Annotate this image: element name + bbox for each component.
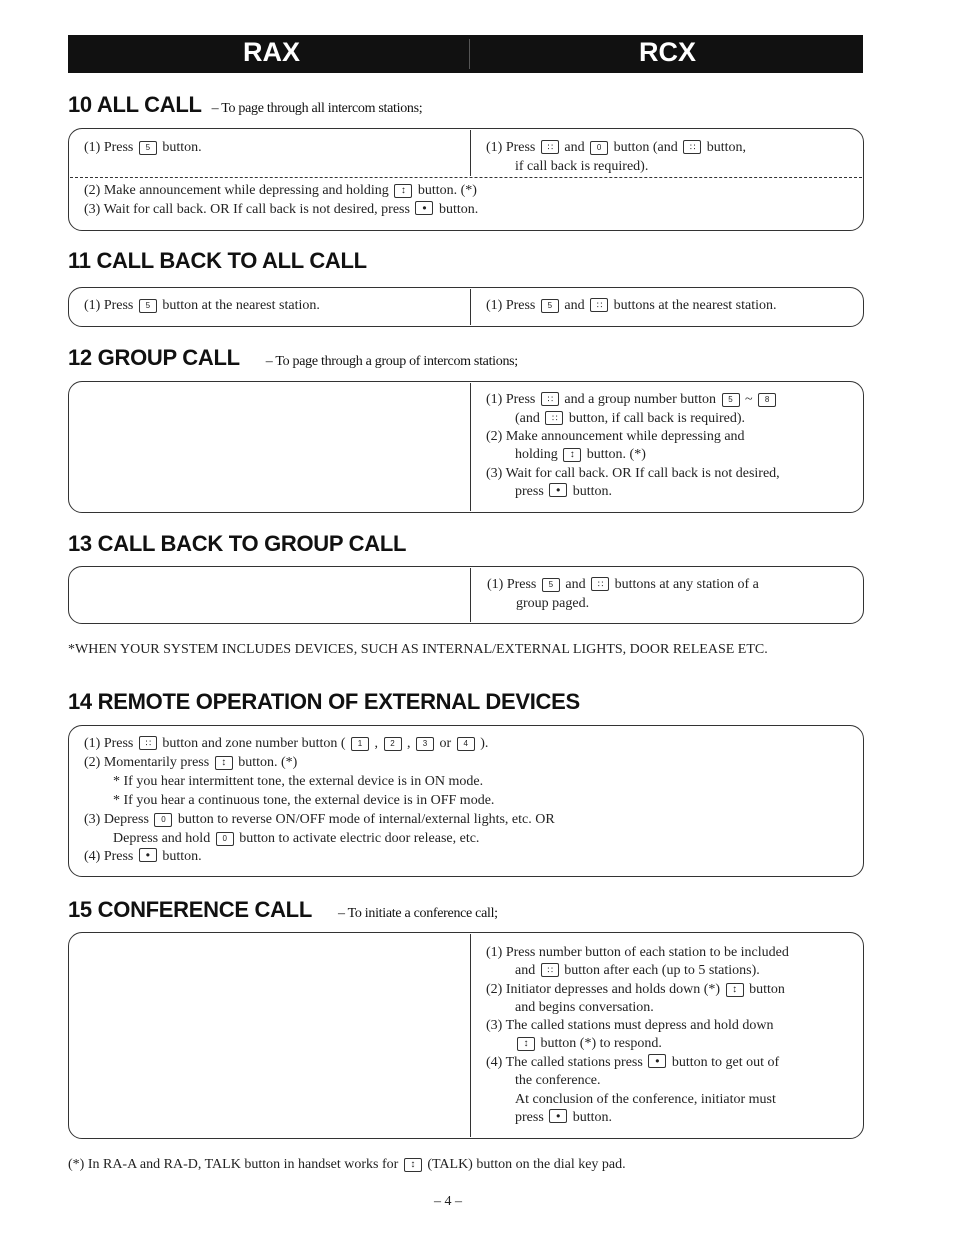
s14-step2: (2) Momentarily press ↕ button. (*) (84, 755, 298, 770)
talk-key: ↕ (726, 983, 744, 997)
key-3: 3 (416, 737, 434, 751)
s12-step3-cont: press • button. (515, 483, 613, 499)
s10-step3: (3) Wait for call back. OR If call back is not desired, press • button. (84, 201, 479, 217)
section-12-divider (470, 383, 471, 511)
s10-step2: (2) Make announcement while depressing and holding ↕ button. (*) (84, 183, 477, 198)
s14-note-off: * If you hear a continuous tone, the external device is in OFF mode. (113, 793, 495, 808)
s10-step1-rcx-cont: if call back is required). (515, 159, 649, 174)
s13-step1-cont: group paged. (516, 596, 590, 611)
key-4: 4 (457, 737, 475, 751)
s15-step2: (2) Initiator depresses and holds down (*) ↕ button (486, 982, 785, 997)
key-dots: ∷ (541, 392, 559, 406)
key-5: 5 (139, 141, 157, 155)
section-13-title: 13 CALL BACK TO GROUP CALL (68, 531, 407, 556)
header-divider (469, 39, 470, 69)
key-dots: ∷ (591, 577, 609, 591)
key-dots: ∷ (541, 963, 559, 977)
footnote-talk: (*) In RA-A and RA-D, TALK button in handset works for ↕ (TALK) button on the dial key pad. (68, 1157, 626, 1172)
talk-key: ↕ (563, 448, 581, 462)
s14-step4: (4) Press • button. (84, 848, 202, 864)
section-15-divider (470, 934, 471, 1137)
s11-step1-rcx: (1) Press 5 and ∷ buttons at the nearest station. (486, 298, 777, 313)
s15-step4-cont: the conference. (515, 1073, 601, 1088)
footnote-devices: *WHEN YOUR SYSTEM INCLUDES DEVICES, SUCH AS INTERNAL/EXTERNAL LIGHTS, DOOR RELEASE ETC. (68, 642, 768, 657)
section-15-title: 15 CONFERENCE CALL – To initiate a conference call; (68, 897, 498, 922)
s12-step3: (3) Wait for call back. OR If call back is not desired, (486, 466, 780, 481)
section-13-divider (470, 568, 471, 622)
s12-step1: (1) Press ∷ and a group number button 5 ~ 8 (486, 391, 778, 410)
header-rax: RAX (243, 37, 301, 67)
s15-step3: (3) The called stations must depress and hold down (486, 1018, 774, 1033)
s15-step4: (4) The called stations press • button to get out of (486, 1054, 780, 1070)
s15-step2-cont: and begins conversation. (515, 1000, 654, 1015)
s14-step3-cont: Depress and hold 0 button to activate electric door release, etc. (113, 831, 480, 846)
s12-step2-cont: holding ↕ button. (*) (515, 447, 646, 462)
header-bar (68, 35, 863, 73)
section-11-divider (470, 289, 471, 325)
key-dot: • (139, 848, 157, 862)
s14-step3: (3) Depress 0 button to reverse ON/OFF mode of internal/external lights, etc. OR (84, 812, 555, 827)
s14-note-on: * If you hear intermittent tone, the external device is in ON mode. (113, 774, 484, 789)
s15-conclusion-cont: press • button. (515, 1109, 613, 1125)
s15-step1: (1) Press number button of each station to be included (486, 945, 789, 960)
section-13-box (68, 566, 864, 624)
talk-key: ↕ (215, 756, 233, 770)
key-0: 0 (590, 141, 608, 155)
key-dots: ∷ (541, 140, 559, 154)
section-10-divider (470, 130, 471, 176)
section-10-title: 10 ALL CALL – To page through all intercom stations; (68, 92, 423, 117)
s10-step1-rax: (1) Press 5 button. (84, 140, 202, 155)
s15-conclusion: At conclusion of the conference, initiator must (515, 1092, 776, 1107)
key-5: 5 (722, 393, 740, 407)
section-10-dashed-line (70, 177, 862, 178)
key-dots: ∷ (683, 140, 701, 154)
section-12-title: 12 GROUP CALL – To page through a group of intercom stations; (68, 345, 518, 370)
s11-step1-rax: (1) Press 5 button at the nearest station. (84, 298, 320, 313)
key-0: 0 (216, 832, 234, 846)
key-5: 5 (139, 299, 157, 313)
s15-step3-cont: ↕ button (*) to respond. (515, 1035, 662, 1054)
section-11-title: 11 CALL BACK TO ALL CALL (68, 248, 367, 273)
talk-key: ↕ (517, 1037, 535, 1051)
s14-step1: (1) Press ∷ button and zone number button ( 1 , 2 , 3 or 4 ). (84, 736, 489, 751)
key-dots: ∷ (590, 298, 608, 312)
talk-key: ↕ (404, 1158, 422, 1172)
key-dot: • (648, 1054, 666, 1068)
s12-step2: (2) Make announcement while depressing and (486, 429, 745, 444)
s12-step1-cont: (and ∷ button, if call back is required). (515, 411, 745, 426)
talk-key: ↕ (394, 184, 412, 198)
page-number: – 4 – (434, 1194, 462, 1209)
key-dot: • (415, 201, 433, 215)
s15-step1-cont: and ∷ button after each (up to 5 stations). (515, 963, 760, 978)
key-1: 1 (351, 737, 369, 751)
key-0: 0 (154, 813, 172, 827)
s10-step1-rcx: (1) Press ∷ and 0 button (and ∷ button, (486, 140, 747, 155)
key-dot: • (549, 483, 567, 497)
key-5: 5 (541, 299, 559, 313)
header-rcx: RCX (639, 37, 697, 67)
s13-step1: (1) Press 5 and ∷ buttons at any station of a (487, 577, 759, 592)
key-2: 2 (384, 737, 402, 751)
key-dots: ∷ (545, 411, 563, 425)
key-5: 5 (542, 578, 560, 592)
section-14-title: 14 REMOTE OPERATION OF EXTERNAL DEVICES (68, 689, 580, 714)
key-dot: • (549, 1109, 567, 1123)
key-dots: ∷ (139, 736, 157, 750)
key-8: 8 (758, 393, 776, 407)
